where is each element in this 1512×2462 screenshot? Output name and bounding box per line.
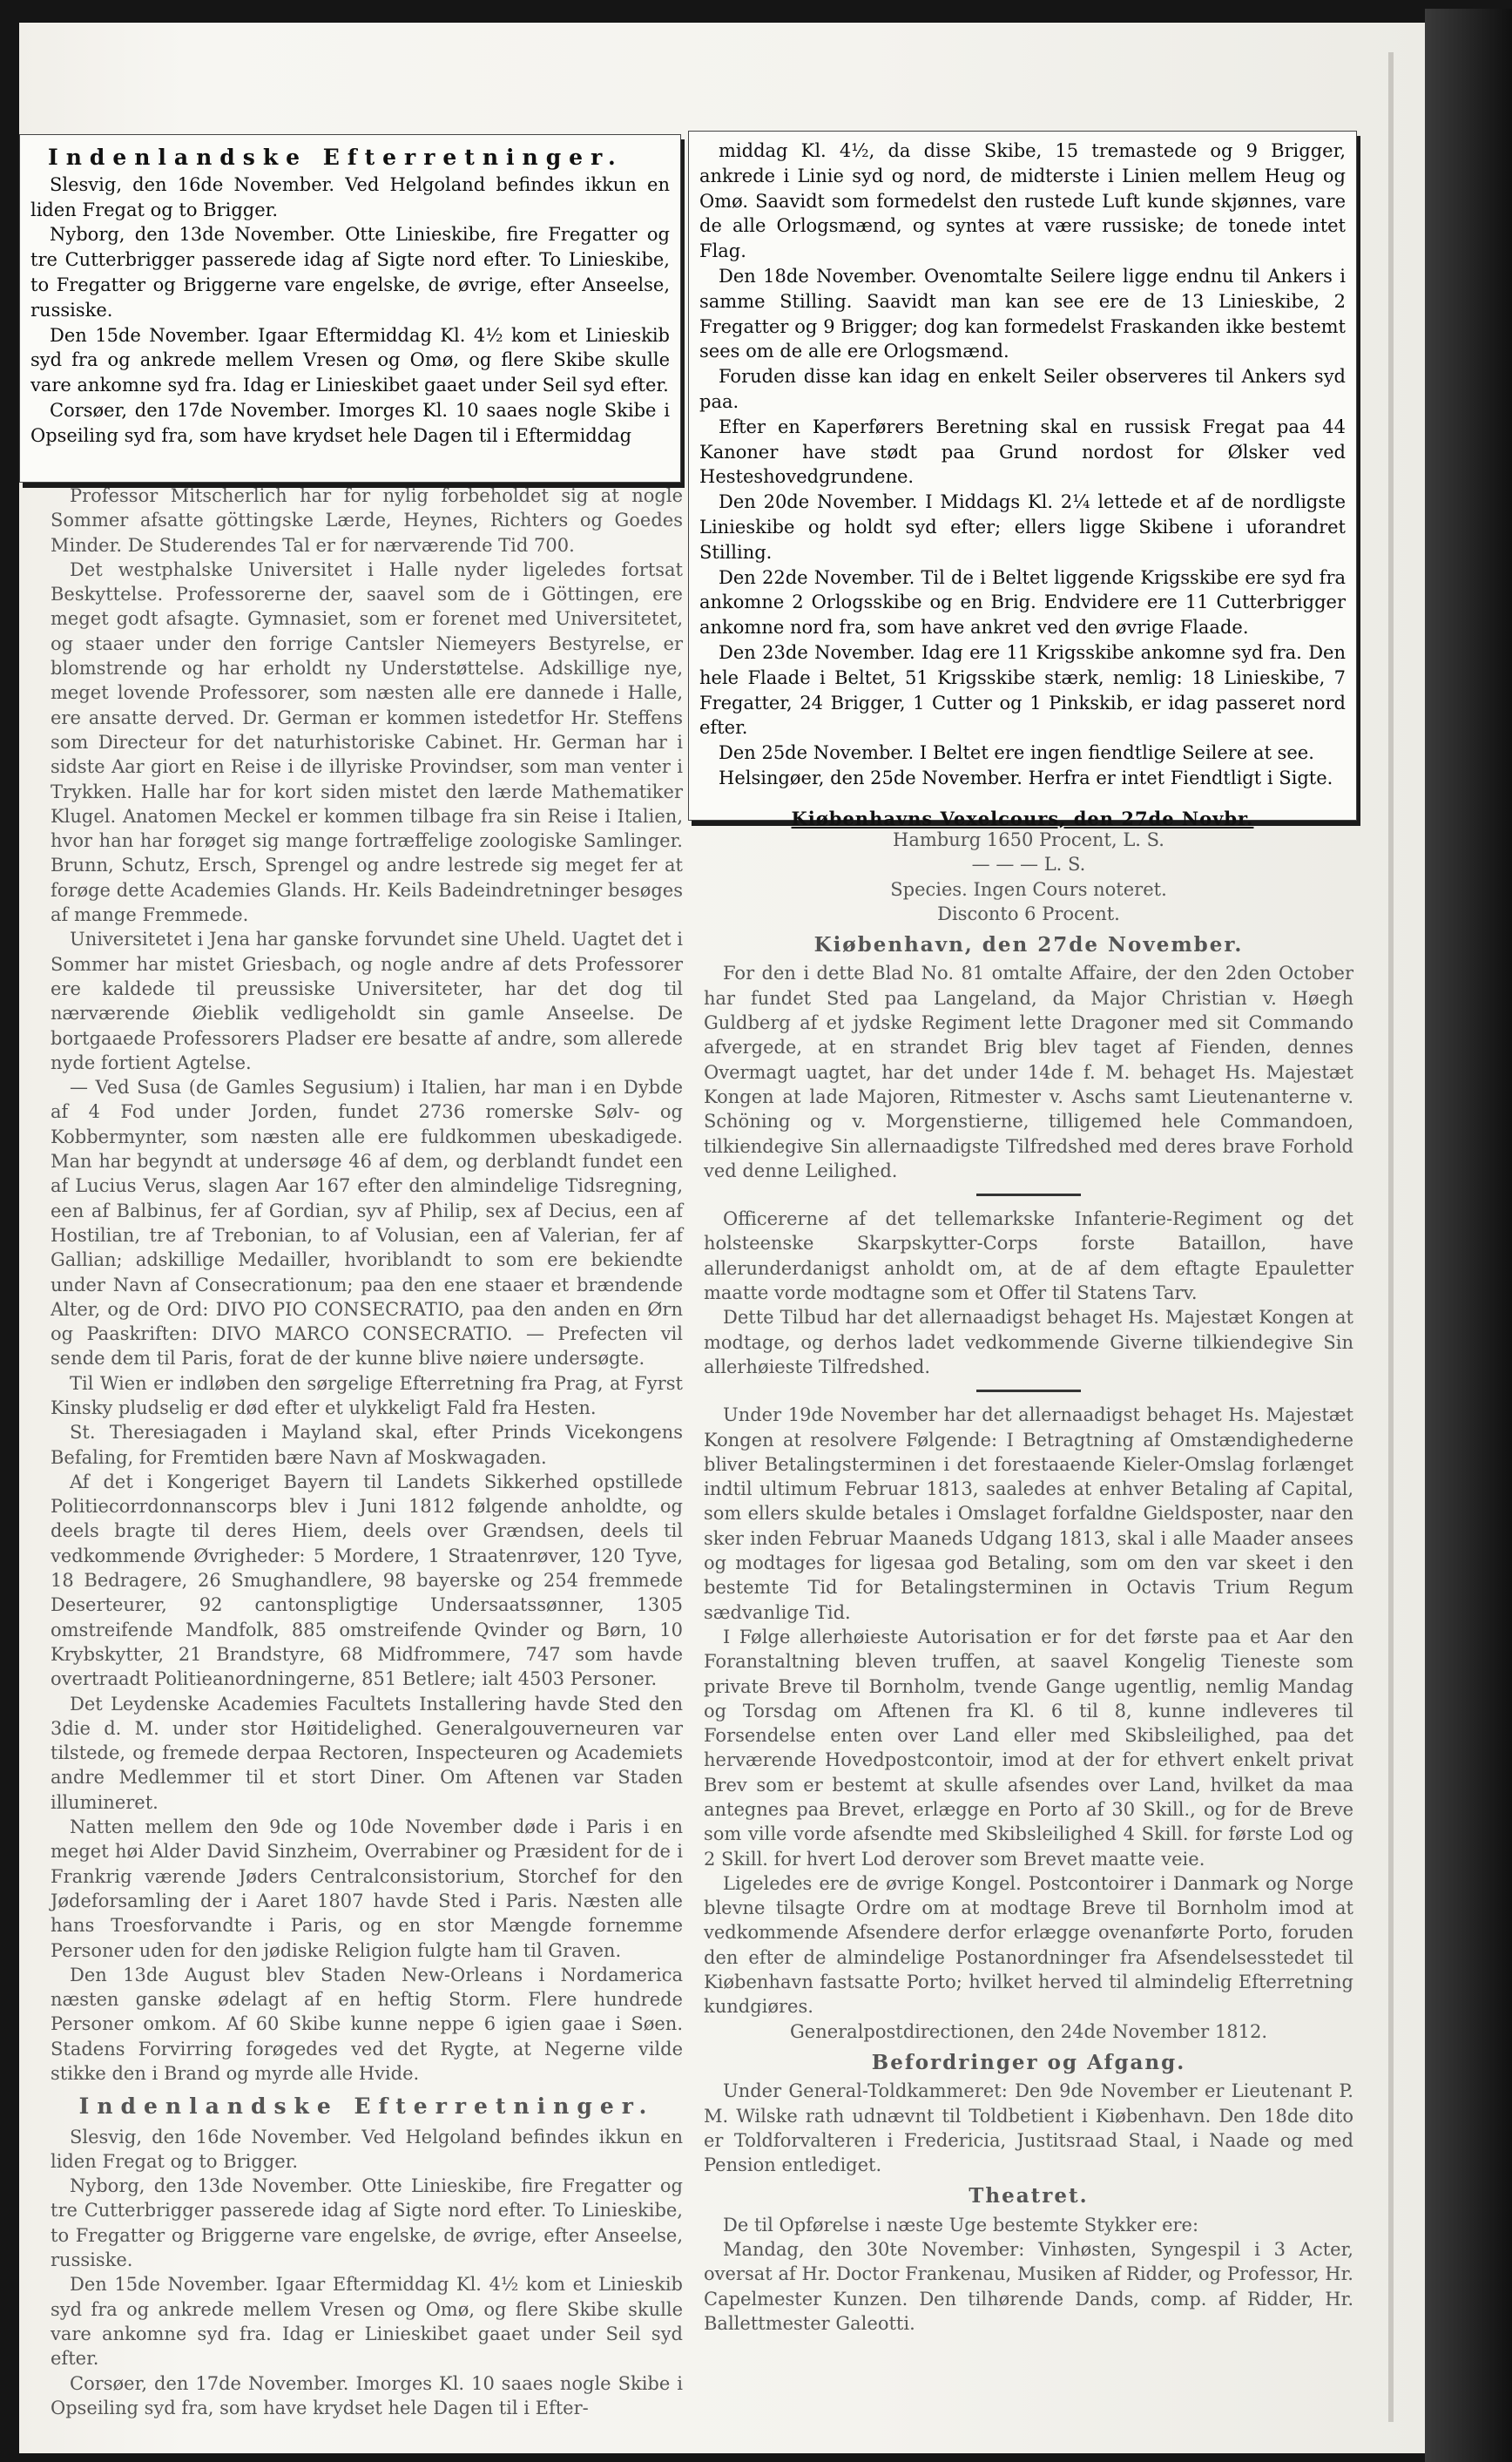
article-paragraph: Professor Mitscherlich har for nylig forbeholdet sig at nogle Sommer afsatte göttingske Lærde, Heynes, Richters og Goedes Minder. De Studerendes Tal er for nærværende Tid 700. xyxy=(51,485,683,556)
exchange-line: Hamburg 1650 Procent, L. S. xyxy=(893,829,1164,850)
article-paragraph: Til Wien er indløben den sørgelige Efterretning fra Prag, at Fyrst Kinsky pludselig er død efter et ulykkeligt Fald fra Hesten. xyxy=(51,1372,683,1418)
overlay-paragraph: middag Kl. 4½, da disse Skibe, 15 tremastede og 9 Brigger, ankrede i Linie syd og nord, de midterste i Linien mellem Heug og Omø. Saavidt som formedelst den rustede Luft kunde skjønnes, vare de alle Orlogsmænd, og syntes at være russiske; de tonede intet Flag. xyxy=(699,140,1346,262)
section-heading: Indenlandske Efterretninger. xyxy=(78,2093,655,2120)
article-paragraph: Universitetet i Jena har ganske forvundet sine Uheld. Uagtet det i Sommer har mistet Griesbach, og nogle andre af dets Professorer ere kaldede til preussiske Universiteter, har det dog til nærværende Øieblik vedligeholdt sin gamle Anseelse. De bortgaaede Professorers Pladser ere besatte af andre, som allerede nyde fortient Agtelse. xyxy=(51,929,683,1073)
overlay-paragraph: Slesvig, den 16de November. Ved Helgoland befindes ikkun en liden Fregat og to Brigger. xyxy=(30,173,670,220)
overlay-paragraph: Den 22de November. Til de i Beltet liggende Krigsskibe ere syd fra ankomne 2 Orlogsskibe og en Brig. Endvidere ere 11 Cutterbrigger ankomne nord fra, som have ankret ved den øvrige Flaade. xyxy=(699,566,1346,639)
exchange-heading: Kiøbenhavns Vexelcours, den 27de Novbr. xyxy=(791,807,1254,829)
news-paragraph: Corsøer, den 17de November. Imorges Kl. 10 saaes nogle Skibe i Opseiling syd fra, som have krydset hele Dagen til i Efter- xyxy=(51,2372,683,2418)
exchange-line: Species. Ingen Cours noteret. xyxy=(890,878,1167,900)
overlay-paragraph: Den 23de November. Idag ere 11 Krigsskibe ankomne syd fra. Den hele Flaade i Beltet, 51 Krigsskibe stærk, nemlig: 18 Linieskibe, 7 Fregatter, 24 Brigger, 1 Cutter og 1 Pinkskib, er idag passeret nord efter. xyxy=(699,641,1346,739)
overlay-paragraph: Den 25de November. I Beltet ere ingen fiendtlige Seilere at see. xyxy=(719,742,1314,764)
section-divider xyxy=(976,1194,1081,1196)
article-paragraph: I Følge allerhøieste Autorisation er for det første paa et Aar den Foranstaltning bleven truffen, at saavel Kongelig Tieneste som private Breve til Bornholm, tvende Gange ugentlig, nemlig Mandag og Torsdag om Aftenen fra Kl. 6 til 8, kunne indleveres til Forsendelse enten over Land eller med Skibsleilighed, paa det herværende Hovedpostcontoir, imod at der for ethvert enkelt privat Brev som er bestemt at skulle afsendes over Land, hvilket da maa antegnes paa Brevet, erlægge en Porto af 30 Skill., og for de Breve som ville vorde afsendte med Skibsleilighed 4 Skill. for første Lod og 2 Skill. for hvert Lod derover som Brevet maatte veie. xyxy=(704,1626,1353,1870)
overlay-continuation-box xyxy=(688,131,1357,829)
section-heading: Befordringer og Afgang. xyxy=(871,2050,1186,2074)
book-edge xyxy=(1425,9,1512,2462)
article-paragraph: De til Opførelse i næste Uge bestemte Stykker ere: xyxy=(723,2214,1199,2235)
article-paragraph: Under 19de November har det allernaadigst behaget Hs. Majestæt Kongen at resolvere Følgende: I Betragtning af Omstændighederne bliver Betalingsterminen i det forestaaende Kieler-Omslag forlænget indtil ultimum Februar 1813, saaledes at enhver Betaling af Capital, som ellers skulde betales i Omslaget forfaldne Gieldsposter, naar den sker inden Februar Maaneds Udgang 1813, skal i alle Maader ansees og modtages for ligesaa god Betaling, som om den var skeet i den bestemte Tid for Betalingsterminen in Octavis Trium Regum sædvanlige Tid. xyxy=(704,1404,1353,1623)
article-paragraph: St. Theresiagaden i Mayland skal, efter Prinds Vicekongens Befaling, for Fremtiden bære Navn af Moskwagaden. xyxy=(51,1422,683,1468)
overlay-paragraph: Helsingøer, den 25de November. Herfra er intet Fiendtligt i Sigte. xyxy=(719,767,1333,788)
exchange-line: — — — L. S. xyxy=(971,854,1086,876)
news-paragraph: Nyborg, den 13de November. Otte Linieskibe, fire Fregatter og tre Cutterbrigger passerede idag af Sigte nord efter. To Linieskibe, to Fregatter og Briggerne vare engelske, de øvrige, efter Anseelse, russiske. xyxy=(51,2175,683,2271)
news-paragraph: Slesvig, den 16de November. Ved Helgoland befindes ikkun en liden Fregat og to Brigger. xyxy=(51,2126,683,2172)
article-paragraph: Det Leydenske Academies Facultets Installering havde Sted den 3die d. M. under stor Høitidelighed. Generalgouverneuren var tilstede, og fremede derpaa Rectoren, Inspecteuren og Academiets andre Medlemmer til et stort Diner. Om Aftenen var Staden illumineret. xyxy=(51,1693,683,1813)
dateline: Kiøbenhavn, den 27de November. xyxy=(813,933,1244,957)
signature: Generalpostdirectionen, den 24de November 1812. xyxy=(789,2020,1267,2042)
overlay-paragraph: Efter en Kaperførers Beretning skal en russisk Fregat paa 44 Kanoner have stødt paa Grund nordost for Ølsker ved Hesteshovedgrundene. xyxy=(699,416,1346,488)
overlay-paragraph: Den 18de November. Ovenomtalte Seilere ligge endnu til Ankers i samme Stilling. Saavidt man kan see ere de 13 Linieskibe, 2 Fregatter og 9 Brigger; dog kan formedelst Fraskanden ikke bestemt sees om de alle ere Orlogsmænd. xyxy=(699,265,1346,362)
overlay-paragraph: Den 20de November. I Middags Kl. 2¼ lettede et af de nordligste Linieskibe og holdt syd efter; ellers ligge Skibene i uforandret Stilling. xyxy=(699,491,1346,563)
article-paragraph: Dette Tilbud har det allernaadigst behaget Hs. Majestæt Kongen at modtage, og derhos ladet vedkommende Giverne tilkiendegive Sin allerhøieste Tilfredshed. xyxy=(704,1307,1353,1377)
article-paragraph: Det westphalske Universitet i Halle nyder ligeledes fortsat Beskyttelse. Professorerne der, saavel som de i Göttingen, ere meget godt afsagte. Gymnasiet, som er forenet med Universitetet, og staaer under den forrige Cantsler Niemeyers Bestyrelse, er blomstrende og har erholdt ny Understøttelse. Adskillige nye, meget lovende Professorer, som næsten alle ere dannede i Halle, ere ansatte derved. Dr. German er kommen istedetfor Hr. Steffens som Directeur for det naturhistoriske Cabinet. Hr. German har i sidste Aar giort en Reise i de illyriske Provindser, som man venter i Trykken. Halle har for kort siden mistet den lærde Mathematiker Klugel. Anatomen Meckel er kommen tilbage fra sin Reise i Italien, hvor han har forøget sig mange fortræffelige zoologiske Samlinger. Brunn, Schutz, Ersch, Sprengel og andre lestrede sig meget fer at forøge dette Academies Glands. Hr. Keils Badeindretninger besøges af mange Fremmede. xyxy=(51,558,683,926)
overlay-heading: Indenlandske Efterretninger. xyxy=(48,145,624,170)
article-paragraph: Den 13de August blev Staden New-Orleans i Nordamerica næsten ganske ødelagt af en heftig Storm. Flere hundrede Personer omkom. Af 60 Skibe kunne neppe 6 igien gaae i Søen. Stadens Forvirring forøgedes ved det Rygte, at Negerne vilde stikke den i Brand og myrde alle Hvide. xyxy=(51,1964,683,2084)
article-paragraph: Ligeledes ere de øvrige Kongel. Postcontoirer i Danmark og Norge blevne tilsagte Ordre om at modtage Breve til Bornholm imod at vedkommende Afsendere derfor erlægge ovenanførte Porto, foruden den efter de almindelige Postanordninger fra Afsendelsesstedet til Kiøbenhavn fastsatte Porto; hvilket herved til almindelig Efterretning kundgiøres. xyxy=(704,1872,1353,2018)
article-paragraph: Natten mellem den 9de og 10de November døde i Paris i en meget høi Alder David Sinzheim, Overrabiner og Præsident for de i Frankrig værende Jøders Centralconsistorium, Storchef for den Jødeforsamling der i Aaret 1807 havde Sted i Paris. Næsten alle hans Troesforvandte i Paris, og en stor Mængde fornemme Personer uden for den jødiske Religion fulgte ham til Graven. xyxy=(51,1816,683,1961)
article-paragraph: Af det i Kongeriget Bayern til Landets Sikkerhed opstillede Politiecorrdonnanscorps blev i Juni 1812 følgende anholdte, og deels bragte til deres Hiem, deels over Grændsen, deels til vedkommende Øvrigheder: 5 Mordere, 1 Straatenrøver, 120 Tyve, 18 Bedragere, 26 Smughandlere, 98 bayerske og 254 fremmede Deserteurer, 92 cantonspligtige Undersaatssønner, 1305 omstreifende Mandfolk, 885 omstreifende Qvinder og Børn, 10 Krybskytter, 21 Brandstyre, 68 Midfrommere, 747 som havde overtraadt Politieanordningerne, 851 Betlere; ialt 4503 Personer. xyxy=(51,1471,683,1690)
overlay-paragraph: Corsøer, den 17de November. Imorges Kl. 10 saaes nogle Skibe i Opseiling syd fra, som have krydset hele Dagen til i Eftermiddag xyxy=(30,399,670,446)
overlay-news-box xyxy=(19,134,681,483)
article-paragraph: Mandag, den 30te November: Vinhøsten, Syngespil i 3 Acter, oversat af Hr. Doctor Frankenau, Musiken af Ridder, og Professor, Hr. Capelmester Kunzen. Den tilhørende Dands, comp. af Ridder, Hr. Ballettmester Galeotti. xyxy=(704,2239,1353,2334)
overlay-paragraph: Foruden disse kan idag en enkelt Seiler observeres til Ankers syd paa. xyxy=(699,366,1346,412)
section-divider xyxy=(976,1390,1081,1392)
section-heading: Theatret. xyxy=(969,2184,1089,2208)
news-paragraph: Den 15de November. Igaar Eftermiddag Kl. 4½ kom et Linieskib syd fra og ankrede mellem Vresen og Omø, og flere Skibe skulle vare ankomne syd fra. Idag er Linieskibet gaaet under Seil syd efter. xyxy=(51,2274,683,2370)
article-paragraph: — Ved Susa (de Gamles Segusium) i Italien, har man i en Dybde af 4 Fod under Jorden, fundet 2736 romerske Sølv- og Kobbermynter, som næsten alle ere fuldkommen ubeskadigede. Man har begyndt at undersøge 46 af dem, og derblandt fundet een af Lucius Verus, slagen Aar 167 efter den almindelige Tidsregning, een af Balbinus, fer af Gordian, syv af Philip, sex af Decius, een af Hostilian, tre af Trebonian, to af Volusian, een af Valerian, fer af Gallian; adskillige Medailler, hvoriblandt to som ere bekiendte under Navn af Consecrationum; paa den ene staaer et brændende Alter, og de Ord: DIVO PIO CONSECRATIO, paa den anden en Ørn og Paaskriften: DIVO MARCO CONSECRATIO. — Prefecten vil sende dem til Paris, forat de der kunne blive nøiere undersøgte. xyxy=(51,1077,683,1370)
overlay-paragraph: Den 15de November. Igaar Eftermiddag Kl. 4½ kom et Linieskib syd fra og ankrede mellem Vresen og Omø, og flere Skibe skulle vare ankomne syd fra. Idag er Linieskibet gaaet under Seil syd efter. xyxy=(30,324,670,396)
article-paragraph: Under General-Toldkammeret: Den 9de November er Lieutenant P. M. Wilske rath udnævnt til Toldbetient i Kiøbenhavn. Den 18de dito er Toldforvalteren i Fredericia, Justitsraad Staal, i Naade og med Pension entlediget. xyxy=(704,2080,1353,2176)
article-paragraph: Officererne af det tellemarkske Infanterie-Regiment og det holsteenske Skarpskytter-Corps forste Bataillon, have allerunderdanigst anholdt om, at de af dem eftagte Epauletter maatte vorde modtagne som et Offer til Statens Tarv. xyxy=(704,1208,1353,1304)
article-paragraph: For den i dette Blad No. 81 omtalte Affaire, der den 2den October har fundet Sted paa Langeland, da Major Christian v. Høegh Guldberg af et jydske Regiment lette Dragoner med sit Commando afvergede, at en strandet Brig blev taget af Fienden, dennes Overmagt uagtet, har det under 14de f. M. behaget Hs. Majestæt Kongen at lade Majoren, Ritmester v. Aschs samt Lieutenanterne v. Schöning og v. Morgenstierne, tilligemed hele Commandoen, tilkiendegive Sin allernaadigste Tilfredshed med deres brave Forhold ved denne Leilighed. xyxy=(704,963,1353,1181)
overlay-paragraph: Nyborg, den 13de November. Otte Linieskibe, fire Fregatter og tre Cutterbrigger passerede idag af Sigte nord efter. To Linieskibe, to Fregatter og Briggerne vare engelske, de øvrige, efter Anseelse, russiske. xyxy=(30,224,670,321)
page-gutter xyxy=(1388,52,1394,2422)
exchange-line: Disconto 6 Procent. xyxy=(937,903,1120,924)
